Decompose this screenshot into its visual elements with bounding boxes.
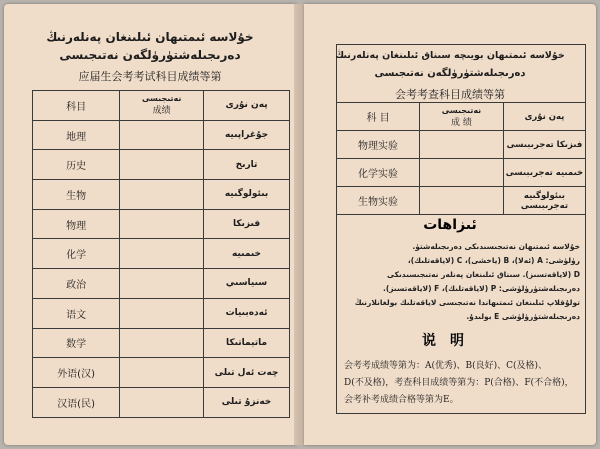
header-subject-ug: پەن نۇرى (503, 103, 585, 131)
subject-cn: 化学实验 (337, 159, 420, 187)
subject-ug: بىئولوگىيە تەجرىبىسى (503, 187, 585, 215)
score-cell (420, 187, 504, 215)
uyghur-note-line: تولۇقلاپ ئىلىنغان ئىمتىھاندا نەتىجىسى لاياقەتلىك بولغانلارنىڭ (354, 298, 580, 307)
right-title-uyghur-2: دەرىجىلەشتۈرۈلگەن نەتىجىسى (374, 68, 526, 79)
header-subject: 科 目 (337, 103, 420, 131)
score-cell (120, 387, 204, 417)
score-cell (120, 209, 204, 239)
header-score (420, 103, 504, 131)
subject-cn: 生物实验 (337, 187, 420, 215)
header-score-ug: نەتىجىسى (141, 94, 182, 104)
table-row (33, 150, 290, 180)
header-subject-ug: پەن نۇرى (204, 91, 290, 121)
uyghur-note-line: دەرىجىلەشتۈرۈلۈشى E بولىدۇ. (466, 312, 580, 321)
subject-ug: جۇغراپىيە (204, 120, 290, 150)
table-row (337, 187, 586, 215)
table-row (33, 328, 290, 358)
left-title-chinese: 应届生会考考试科目成绩等第 (78, 70, 222, 83)
table-row (33, 269, 290, 299)
table-row (33, 239, 290, 269)
subject-ug: خەنزۇ تىلى (204, 387, 290, 417)
score-cell (120, 358, 204, 388)
subject-cn: 政治 (33, 269, 120, 299)
score-cell (120, 120, 204, 150)
uyghur-note-line: رۈلۈشى: A (ئەلا)، B (ياخشى)، C (لاياقەتلىك)، (407, 256, 580, 265)
subject-cn: 物理 (33, 209, 120, 239)
score-cell (120, 269, 204, 299)
header-score-ug: نەتىجىسى (441, 105, 482, 115)
right-title-chinese: 会考考查科目成绩等第 (395, 88, 505, 101)
header-score (120, 91, 204, 121)
table-row (33, 358, 290, 388)
notes-title-uyghur: ئىزاھات (423, 217, 477, 233)
subject-cn: 外语(汉) (33, 358, 120, 388)
score-cell (120, 298, 204, 328)
table-row (33, 298, 290, 328)
uyghur-note-line: خۇلاسە ئىمتىھان نەتىجىسىدىكى دەرىجىلەشتۈ. (412, 242, 580, 251)
subject-cn: 语文 (33, 298, 120, 328)
subject-ug: خىمىيە تەجرىبىسى (503, 159, 585, 187)
header-subject: 科目 (33, 91, 120, 121)
left-title-uyghur-2: دەرىجىلەشتۈرۈلگەن نەتىجىسى (59, 48, 241, 62)
table-row (337, 159, 586, 187)
uyghur-note-line: دەرىجىلەشتۈرۈلۈشى: P (لاياقەتلىك)، F (لاياقەتسىز). (382, 284, 580, 293)
chinese-note-line: 会考考成绩等第为：A(优秀)、B(良好)、C(及格)、 (344, 361, 548, 371)
table-row (33, 387, 290, 417)
left-page (4, 4, 296, 445)
subject-ug: تارىخ (204, 150, 290, 180)
subject-ug: ئەدەبىيات (204, 298, 290, 328)
subject-ug: خىمىيە (204, 239, 290, 269)
table-header-row (33, 91, 290, 121)
subject-cn: 地理 (33, 120, 120, 150)
uyghur-note-line: D (لاياقەتسىز). سىناق ئىلىنغان پەنلەر نەتىجىسىدىكى (387, 270, 580, 279)
right-title-uyghur-1: خۇلاسە ئىمتىھان بويىچە سىناق ئىلىنغان پەنلەرنىڭ (335, 50, 565, 61)
subject-cn: 汉语(民) (33, 387, 120, 417)
subject-cn: 化学 (33, 239, 120, 269)
subject-ug: چەت ئەل تىلى (204, 358, 290, 388)
subject-ug: سىياسىي (204, 269, 290, 299)
subject-ug: فىزىكا (204, 209, 290, 239)
score-cell (420, 159, 504, 187)
subject-cn: 物理实验 (337, 131, 420, 159)
right-page (304, 4, 596, 445)
left-grade-table (32, 90, 290, 418)
table-row (337, 131, 586, 159)
subject-ug: ماتېماتىكا (204, 328, 290, 358)
table-header-row (337, 103, 586, 131)
right-grade-table (336, 102, 586, 215)
score-cell (120, 150, 204, 180)
score-cell (120, 328, 204, 358)
header-score-cn: 成绩 (152, 106, 171, 117)
left-title-uyghur-1: خۇلاسە ئىمتىھان ئىلىنغان پەنلەرنىڭ (46, 30, 254, 44)
header-score-cn: 成 绩 (451, 117, 472, 128)
score-cell (120, 239, 204, 269)
subject-ug: فىزىكا تەجرىبىسى (503, 131, 585, 159)
score-cell (120, 180, 204, 210)
subject-cn: 生物 (33, 180, 120, 210)
explanation-title: 说明 (422, 333, 478, 349)
chinese-note-line: D(不及格)，考查科目成绩等第为：P(合格)、F(不合格)， (344, 378, 574, 388)
subject-cn: 数学 (33, 328, 120, 358)
subject-cn: 历史 (33, 150, 120, 180)
score-cell (420, 131, 504, 159)
chinese-note-line: 会考补考成绩合格等第为E。 (344, 395, 459, 405)
table-row (33, 120, 290, 150)
table-row (33, 180, 290, 210)
table-row (33, 209, 290, 239)
subject-ug: بىئولوگىيە (204, 180, 290, 210)
